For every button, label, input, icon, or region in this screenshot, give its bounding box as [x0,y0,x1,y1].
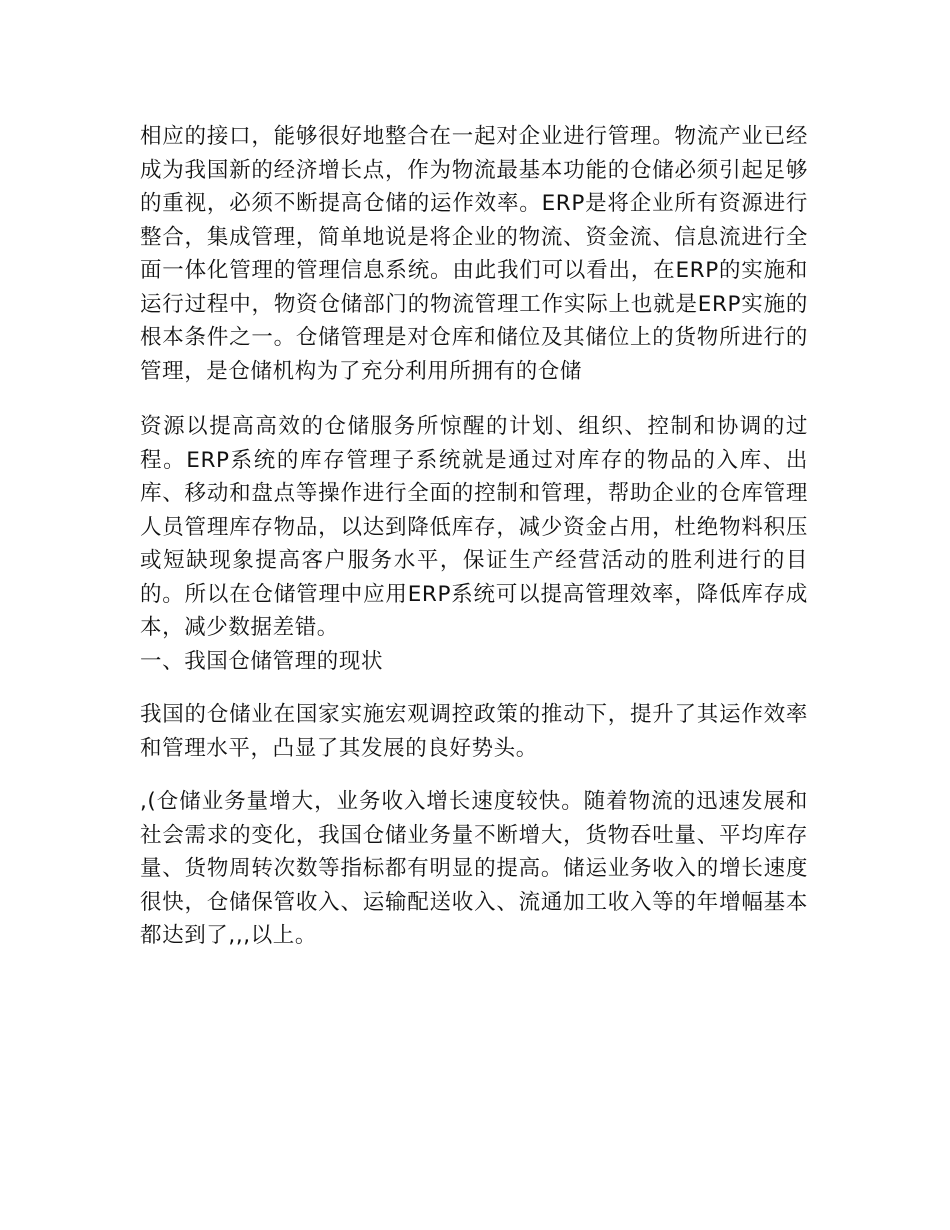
paragraph-status-overview: 我国的仓储业在国家实施宏观调控政策的推动下，提升了其运作效率和管理水平，凸显了其发展的良好势头。 [140,702,808,761]
paragraph-erp-intro: 相应的接口，能够很好地整合在一起对企业进行管理。物流产业已经成为我国新的经济增长点，作为物流最基本功能的仓储必须引起足够的重视，必须不断提高仓储的运作效率。ERP是将企业所有资源进行整合，集成管理，简单地说是将企业的物流、资金流、信息流进行全面一体化管理的管理信息系统。由此我们可以看出，在ERP的实施和运行过程中，物资仓储部门的物流管理工作实际上也就是ERP实施的根本条件之一。仓储管理是对仓库和储位及其储位上的货物所进行的管理，是仓储机构为了充分利用所拥有的仓储 [140,124,808,384]
document-page [140,120,808,953]
section-heading-status: 一、我国仓储管理的现状 [140,648,384,674]
paragraph-inventory-subsystem: 资源以提高高效的仓储服务所惊醒的计划、组织、控制和协调的过程。ERP系统的库存管理子系统就是通过对库存的物品的入库、出库、移动和盘点等操作进行全面的控制和管理，帮助企业的仓库管理人员管理库存物品，以达到降低库存，减少资金占用，杜绝物料积压或短缺现象提高客户服务水平，保证生产经营活动的胜利进行的目的。所以在仓储管理中应用ERP系统可以提高管理效率，降低库存成本，减少数据差错。 [140,414,808,640]
paragraph-business-growth: ,(仓储业务量增大，业务收入增长速度较快。随着物流的迅速发展和社会需求的变化，我国仓储业务量不断增大，货物吞吐量、平均库存量、货物周转次数等指标都有明显的提高。储运业务收入的增长速度很快，仓储保管收入、运输配送收入、流通加工收入等的年增幅基本都达到了,,,以上。 [140,789,808,948]
